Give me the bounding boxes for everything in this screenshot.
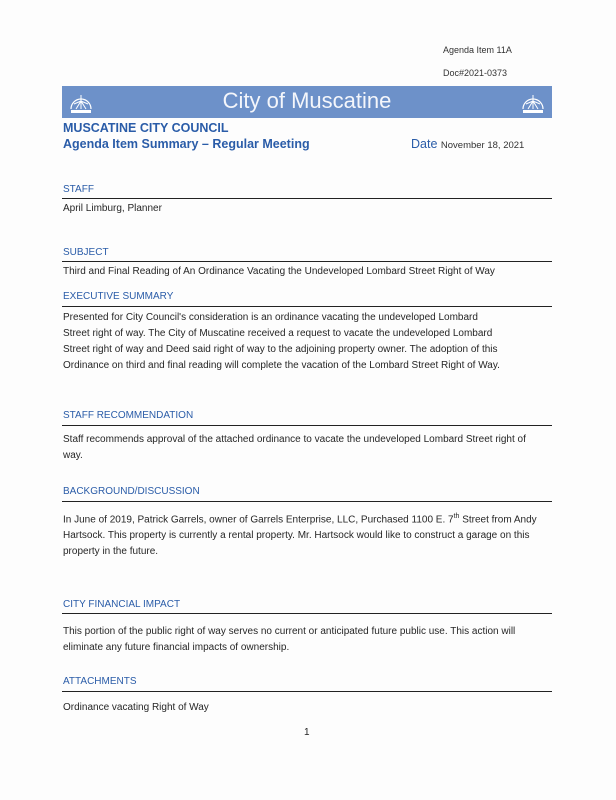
section-heading-attachments: ATTACHMENTS <box>63 676 137 687</box>
ordinal-suffix: th <box>453 513 460 520</box>
meeting-date <box>411 137 524 151</box>
background-text-part: Street from Andy Hartsock. This property is currently a rental property. Mr. Hartsock would like to construct a garage on this property in the future. <box>63 514 537 558</box>
attachment-item: Ordinance vacating Right of Way <box>63 702 209 713</box>
section-heading-staff: STAFF <box>63 184 94 195</box>
executive-summary-text: Presented for City Council's consideration is an ordinance vacating the undeveloped Lombard Street right of way. The City of Muscatine received a request to vacate the undeveloped Lombard Street right of way and Deed said right of way to the adjoining property owner. The adoption of this Ordinance on third and final reading will complete the vacation of the Lombard Street Right of Way. <box>63 312 500 371</box>
divider <box>62 691 552 692</box>
staff-recommendation-text: Staff recommends approval of the attached ordinance to vacate the undeveloped Lombard Street right of way. <box>63 434 526 461</box>
financial-impact-text: This portion of the public right of way serves no current or anticipated future public use. This action will eliminate any future financial impacts of ownership. <box>63 626 516 653</box>
divider <box>62 425 552 426</box>
banner-title: City of Muscatine <box>222 88 392 113</box>
date-value: November 18, 2021 <box>440 140 525 151</box>
section-heading-financial-impact: CITY FINANCIAL IMPACT <box>63 599 181 610</box>
divider <box>62 198 552 199</box>
council-name: MUSCATINE CITY COUNCIL <box>63 121 229 135</box>
city-logo-icon <box>520 89 546 115</box>
background-text <box>63 509 541 560</box>
summary-title: Agenda Item Summary – Regular Meeting <box>63 137 310 151</box>
divider <box>62 261 552 262</box>
staff-text: April Limburg, Planner <box>63 203 162 214</box>
agenda-item-number: Agenda Item 11A <box>443 45 512 55</box>
divider <box>62 306 552 307</box>
divider <box>62 501 552 502</box>
section-heading-subject: SUBJECT <box>63 247 109 258</box>
city-banner <box>62 86 552 118</box>
section-heading-executive-summary: EXECUTIVE SUMMARY <box>63 291 174 302</box>
subject-text: Third and Final Reading of An Ordinance Vacating the Undeveloped Lombard Street Right of Way <box>63 266 495 277</box>
background-text-part: In June of 2019, Patrick Garrels, owner of Garrels Enterprise, LLC, Purchased 1100 E. 7 <box>63 514 454 526</box>
date-label: Date <box>411 137 438 151</box>
section-heading-background: BACKGROUND/DISCUSSION <box>63 486 200 497</box>
divider <box>62 613 552 614</box>
page-number: 1 <box>304 727 310 738</box>
section-heading-staff-recommendation: STAFF RECOMMENDATION <box>63 410 194 421</box>
doc-number: Doc#2021-0373 <box>443 68 508 78</box>
